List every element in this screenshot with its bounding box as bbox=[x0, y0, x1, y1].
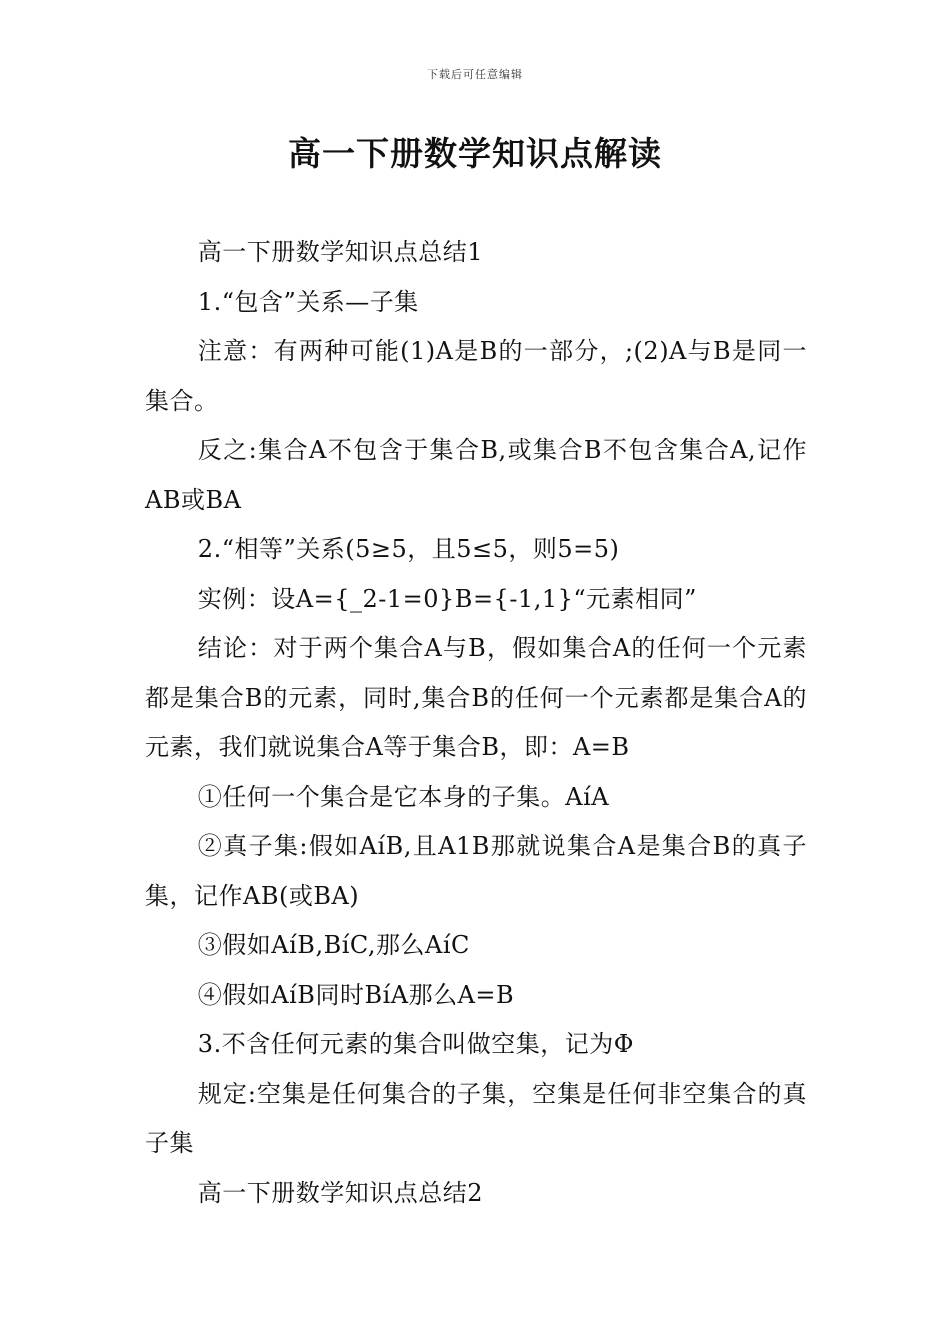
document-body bbox=[145, 228, 807, 1218]
paragraph-item-2: ②真子集:假如AíB,且A1B那就说集合A是集合B的真子集，记作AB(或BA) bbox=[145, 832, 807, 910]
paragraph-subset-relation: 1.“包含”关系—子集 bbox=[197, 287, 419, 316]
paragraph-empty-set: 3.不含任何元素的集合叫做空集，记为Φ bbox=[197, 1030, 634, 1058]
paragraph-note: 注意：有两种可能(1)A是B的一部分，;(2)A与B是同一集合。 bbox=[145, 337, 807, 415]
paragraph-item-3: ③假如AíB,BíC,那么AíC bbox=[197, 931, 470, 959]
section-heading-1: 高一下册数学知识点总结1 bbox=[197, 238, 484, 266]
paragraph-rule: 规定:空集是任何集合的子集，空集是任何非空集合的真子集 bbox=[145, 1079, 807, 1157]
paragraph-example: 实例：设A={_2-1=0}B={-1,1}“元素相同” bbox=[197, 584, 697, 613]
section-heading-2: 高一下册数学知识点总结2 bbox=[197, 1178, 484, 1207]
paragraph-converse: 反之:集合A不包含于集合B,或集合B不包含集合A,记作AB或BA bbox=[145, 436, 807, 514]
paragraph-equal-relation: 2.“相等”关系(5≥5，且5≤5，则5=5) bbox=[197, 535, 620, 563]
paragraph-conclusion: 结论：对于两个集合A与B，假如集合A的任何一个元素都是集合B的元素，同时,集合B的任何一个元素都是集合A的元素，我们就说集合A等于集合B，即：A=B bbox=[145, 634, 807, 761]
paragraph-item-1: ①任何一个集合是它本身的子集。AíA bbox=[197, 782, 610, 811]
paragraph-item-4: ④假如AíB同时BíA那么A=B bbox=[197, 980, 515, 1009]
document-title: 高一下册数学知识点解读 bbox=[288, 134, 662, 173]
page-header-note: 下载后可任意编辑 bbox=[427, 68, 523, 81]
